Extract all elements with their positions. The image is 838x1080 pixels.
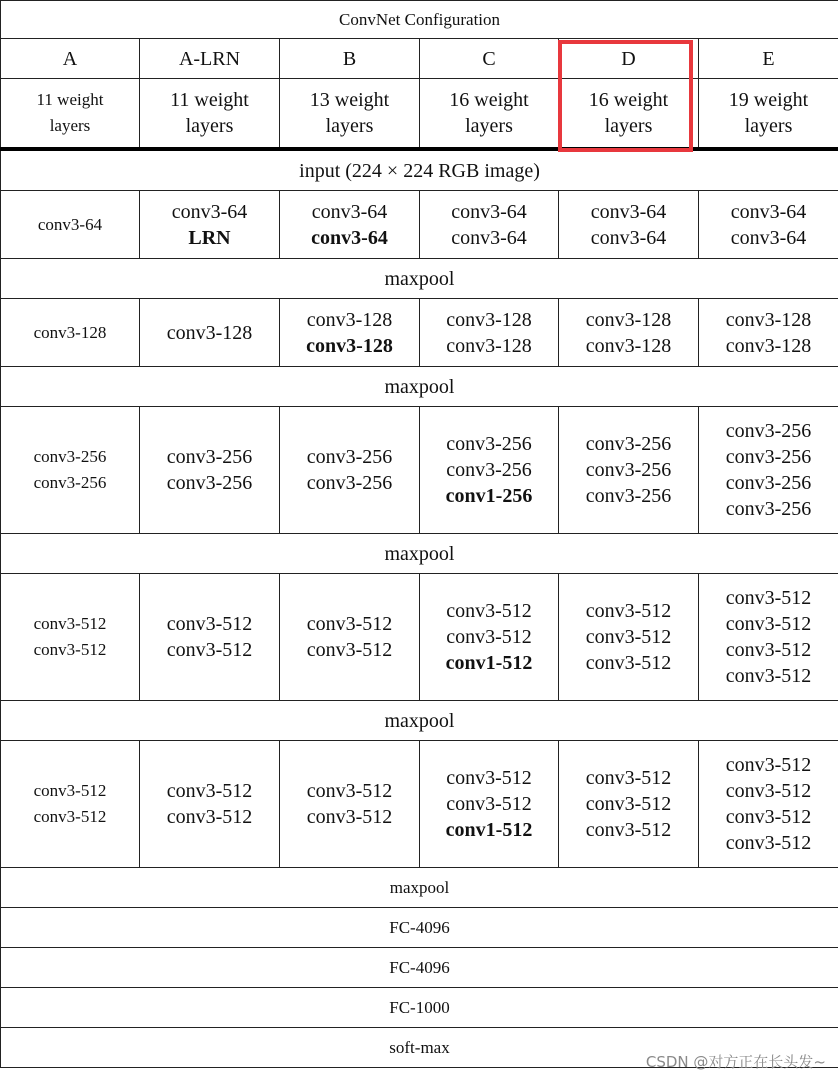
- layer-label: conv3-64: [590, 226, 667, 249]
- conv-cell-d: [559, 299, 699, 367]
- maxpool-row: [1, 701, 838, 741]
- maxpool-label: maxpool: [1, 534, 838, 574]
- layer-label: conv3-512: [725, 639, 812, 661]
- conv-group-1: [1, 191, 838, 259]
- layer-label: conv3-256: [446, 433, 532, 455]
- maxpool-row: [1, 367, 838, 407]
- layer-label: conv3-256: [585, 459, 672, 481]
- weight-unit: layers: [49, 116, 91, 135]
- layer-label: conv3-512: [585, 819, 672, 841]
- layer-label: conv3-512: [725, 832, 812, 854]
- tail-row: [1, 988, 838, 1028]
- title-row: [1, 1, 838, 39]
- column-id-a-lrn: A-LRN: [140, 39, 280, 79]
- layer-label: conv3-128: [585, 308, 672, 331]
- layer-label: conv3-512: [585, 626, 672, 648]
- layer-label: conv3-64: [37, 214, 103, 234]
- tail-layer-label: soft-max: [1, 1028, 838, 1068]
- conv-cell-c: [420, 741, 559, 868]
- weight-count: 16 weight: [449, 89, 529, 111]
- layer-label: conv3-512: [306, 780, 393, 802]
- layer-label: conv3-512: [585, 600, 672, 622]
- layer-label: conv3-256: [306, 446, 393, 468]
- layer-label: conv3-512: [166, 806, 253, 828]
- tail-layer-label: maxpool: [1, 868, 838, 908]
- conv-cell-b: [280, 191, 420, 259]
- layer-label: conv3-128: [306, 308, 393, 331]
- conv-cell-a-lrn: [140, 574, 280, 701]
- tail-layer-label: FC-4096: [1, 948, 838, 988]
- layer-label: conv3-512: [725, 665, 812, 687]
- layer-label: conv3-512: [306, 806, 393, 828]
- conv-cell-c: [420, 407, 559, 534]
- layer-label: conv3-512: [166, 639, 253, 661]
- layer-label: conv3-256: [166, 446, 253, 468]
- layer-label: conv3-256: [725, 420, 812, 442]
- layer-label: conv1-256: [445, 485, 533, 507]
- conv-cell-a: [1, 191, 140, 259]
- conv-cell-a: [1, 299, 140, 367]
- conv-cell-e: [699, 299, 838, 367]
- conv-group-2: [1, 299, 838, 367]
- layer-label: conv3-128: [585, 334, 672, 357]
- conv-cell-b: [280, 407, 420, 534]
- layer-label: conv3-512: [585, 652, 672, 674]
- weight-layers-e: [699, 79, 838, 150]
- tail-row: [1, 948, 838, 988]
- layer-label: conv3-512: [306, 639, 393, 661]
- column-id-e: E: [699, 39, 838, 79]
- conv-cell-e: [699, 741, 838, 868]
- weight-count: 11 weight: [36, 90, 104, 109]
- weight-layers-c: [420, 79, 559, 150]
- layer-label: conv3-128: [725, 334, 812, 357]
- weight-layers-b: [280, 79, 420, 150]
- tail-row: [1, 868, 838, 908]
- tail-row: [1, 908, 838, 948]
- layer-label: LRN: [188, 226, 231, 249]
- layer-label: conv3-512: [166, 613, 253, 635]
- layer-label: conv3-256: [166, 472, 253, 494]
- layer-label: conv3-64: [451, 226, 527, 249]
- conv-cell-c: [420, 574, 559, 701]
- layer-label: conv3-512: [446, 600, 532, 622]
- conv-cell-d: [559, 741, 699, 868]
- layer-label: conv1-512: [445, 819, 533, 841]
- conv-cell-e: [699, 191, 838, 259]
- input-spec: input (224 × 224 RGB image): [1, 149, 838, 191]
- conv-cell-d: [559, 574, 699, 701]
- layer-label: conv3-128: [166, 321, 253, 344]
- weight-layers-a: [1, 79, 140, 150]
- layer-label: conv3-512: [306, 613, 393, 635]
- maxpool-row: [1, 259, 838, 299]
- layer-label: conv3-256: [585, 433, 672, 455]
- weight-count: 19 weight: [728, 89, 809, 111]
- maxpool-row: [1, 534, 838, 574]
- layer-label: conv3-64: [451, 200, 527, 223]
- weight-count: 16 weight: [588, 89, 669, 111]
- column-id-row: [1, 39, 838, 79]
- layer-label: conv3-512: [446, 626, 532, 648]
- weight-unit: layers: [604, 115, 653, 137]
- layer-label: conv3-512: [725, 754, 812, 776]
- layer-label: conv3-512: [725, 780, 812, 802]
- layer-label: conv3-256: [446, 459, 532, 481]
- layer-label: conv3-512: [725, 587, 812, 609]
- weight-unit: layers: [465, 115, 513, 137]
- weight-layers-a-lrn: [140, 79, 280, 150]
- layer-label: conv3-64: [730, 200, 807, 223]
- conv-cell-e: [699, 407, 838, 534]
- column-id-c: C: [420, 39, 559, 79]
- table-title: ConvNet Configuration: [1, 1, 838, 39]
- conv-cell-a-lrn: [140, 299, 280, 367]
- column-id-d: D: [559, 39, 699, 79]
- layer-label: conv3-256: [306, 472, 393, 494]
- conv-cell-a: [1, 574, 140, 701]
- input-row: [1, 149, 838, 191]
- layer-label: conv3-256: [585, 485, 672, 507]
- conv-cell-e: [699, 574, 838, 701]
- conv-group-4: [1, 574, 838, 701]
- layer-label: conv3-512: [446, 767, 532, 789]
- conv-cell-c: [420, 299, 559, 367]
- conv-cell-c: [420, 191, 559, 259]
- tail-layer-label: FC-1000: [1, 988, 838, 1028]
- conv-cell-a-lrn: [140, 407, 280, 534]
- weight-layers-row: [1, 79, 838, 150]
- layer-label: conv3-512: [446, 793, 532, 815]
- weight-unit: layers: [744, 115, 793, 137]
- layer-label: conv3-512: [33, 640, 107, 659]
- layer-label: conv3-512: [585, 767, 672, 789]
- layer-label: conv3-128: [725, 308, 812, 331]
- layer-label: conv3-64: [590, 200, 667, 223]
- weight-unit: layers: [185, 115, 234, 137]
- layer-label: conv3-512: [33, 781, 107, 800]
- watermark: CSDN @对方正在长头发~: [645, 1053, 826, 1071]
- layer-label: conv1-512: [445, 652, 533, 674]
- weight-unit: layers: [325, 115, 374, 137]
- layer-label: conv3-128: [446, 308, 532, 331]
- tail-layer-label: FC-4096: [1, 908, 838, 948]
- layer-label: conv3-256: [725, 472, 812, 494]
- layer-label: conv3-512: [33, 614, 107, 633]
- layer-label: conv3-512: [725, 613, 812, 635]
- maxpool-label: maxpool: [1, 701, 838, 741]
- layer-label: conv3-512: [166, 780, 253, 802]
- conv-cell-b: [280, 741, 420, 868]
- conv-cell-d: [559, 407, 699, 534]
- weight-count: 11 weight: [170, 89, 249, 111]
- layer-label: conv3-512: [725, 806, 812, 828]
- layer-label: conv3-128: [446, 334, 532, 357]
- layer-label: conv3-128: [33, 322, 107, 342]
- layer-label: conv3-64: [171, 200, 248, 223]
- layer-label: conv3-512: [585, 793, 672, 815]
- layer-label: conv3-64: [730, 226, 807, 249]
- conv-group-5: [1, 741, 838, 868]
- layer-label: conv3-256: [33, 447, 107, 466]
- conv-cell-a: [1, 741, 140, 868]
- weight-layers-d: [559, 79, 699, 150]
- conv-cell-d: [559, 191, 699, 259]
- conv-cell-a-lrn: [140, 741, 280, 868]
- conv-cell-a-lrn: [140, 191, 280, 259]
- column-id-a: A: [1, 39, 140, 79]
- conv-group-3: [1, 407, 838, 534]
- conv-cell-a: [1, 407, 140, 534]
- layer-label: conv3-256: [725, 446, 812, 468]
- maxpool-label: maxpool: [1, 367, 838, 407]
- conv-cell-b: [280, 574, 420, 701]
- maxpool-label: maxpool: [1, 259, 838, 299]
- conv-cell-b: [280, 299, 420, 367]
- layer-label: conv3-64: [311, 200, 388, 223]
- column-id-b: B: [280, 39, 420, 79]
- layer-label: conv3-256: [725, 498, 812, 520]
- layer-label: conv3-128: [306, 334, 393, 357]
- layer-label: conv3-256: [33, 473, 107, 492]
- weight-count: 13 weight: [309, 89, 390, 111]
- layer-label: conv3-64: [311, 226, 388, 249]
- layer-label: conv3-512: [33, 807, 107, 826]
